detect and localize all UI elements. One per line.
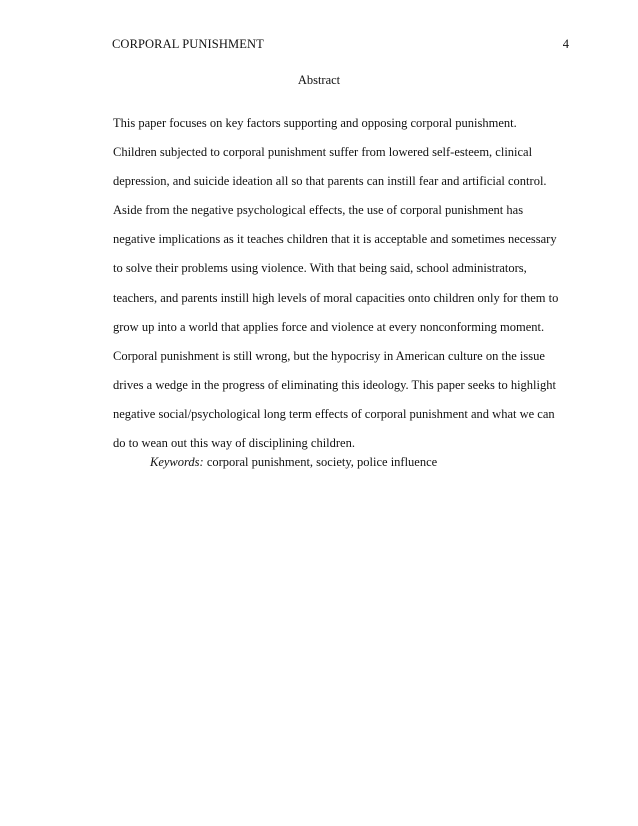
abstract-line: Children subjected to corporal punishment suffer from lowered self-esteem, clinical [113,145,533,160]
abstract-line: Aside from the negative psychological effects, the use of corporal punishment has [113,203,524,218]
abstract-line: negative implications as it teaches children that it is acceptable and sometimes necessary [113,232,557,247]
page-number: 4 [562,37,569,51]
abstract-line: This paper focuses on key factors supporting and opposing corporal punishment. [113,116,517,130]
abstract-title: Abstract [297,73,341,87]
abstract-line: do to wean out this way of disciplining children. [113,436,355,451]
abstract-body [113,109,573,458]
keywords-text: corporal punishment, society, police influence [203,455,438,469]
abstract-line: grow up into a world that applies force and violence at every nonconforming moment. [113,319,545,334]
abstract-line: depression, and suicide ideation all so that parents can instill fear and artificial control. [113,174,547,189]
keywords-line [150,455,437,470]
keywords-label: Keywords: [150,455,204,469]
running-head: CORPORAL PUNISHMENT [112,37,264,51]
abstract-line: Corporal punishment is still wrong, but the hypocrisy in American culture on the issue [113,348,545,363]
abstract-line: teachers, and parents instill high levels of moral capacities onto children only for them to [113,290,559,305]
abstract-line: to solve their problems using violence. With that being said, school administrators, [113,261,527,276]
abstract-line: drives a wedge in the progress of eliminating this ideology. This paper seeks to highlight [113,377,556,392]
abstract-line: negative social/psychological long term effects of corporal punishment and what we can [113,406,555,421]
